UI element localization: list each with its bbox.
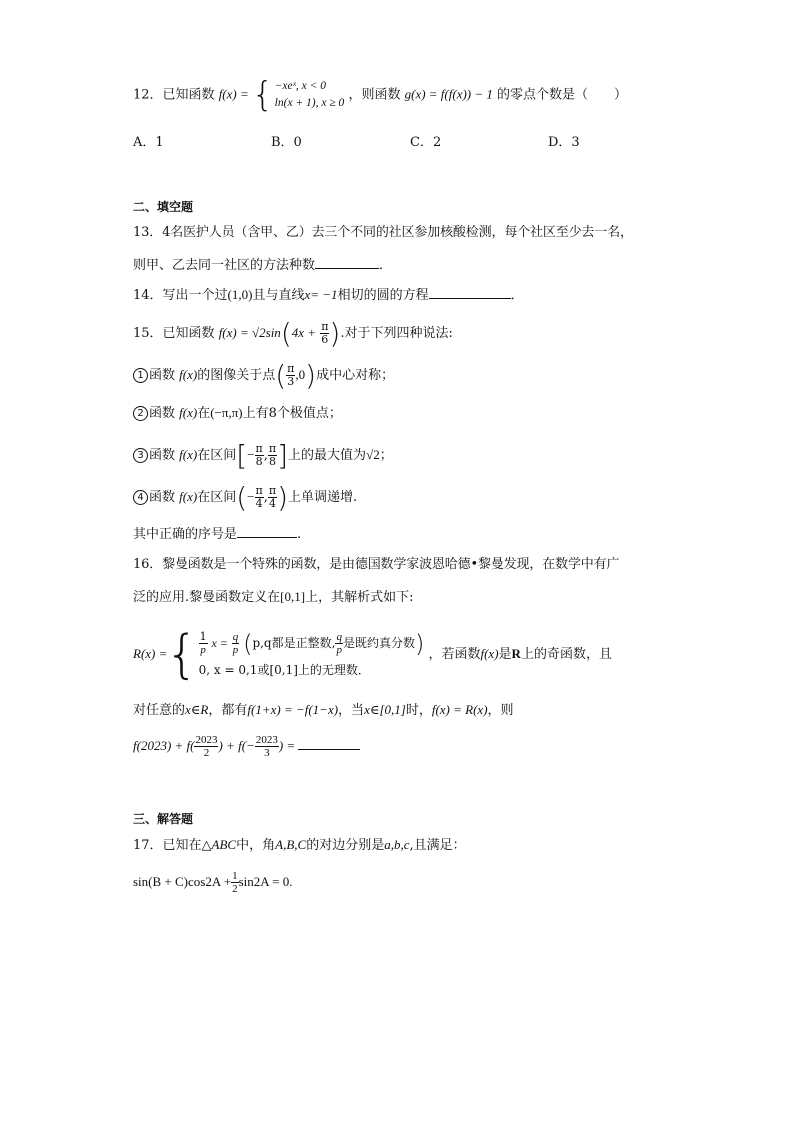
q16-after-mid: 是	[498, 647, 512, 662]
s1-pre: 函数	[149, 368, 176, 383]
q16-frac-q-2: q	[336, 631, 342, 644]
q16-frac-p: p	[232, 644, 239, 657]
q15-paren-left: (	[280, 316, 292, 350]
q16-after-R: R	[511, 646, 521, 661]
s1-mid: 的图像关于点	[197, 368, 276, 383]
q17-sides: a,b,c	[384, 837, 410, 852]
s4-paren-right: )	[277, 480, 289, 514]
s4-frac-2-num: π	[268, 484, 277, 497]
q13-line-2-text: 则甲、乙去同一社区的方法种数	[133, 258, 316, 273]
q17-eq-a: sin(B + C)cos2A +	[133, 874, 232, 889]
q12-function-f: f(x) =	[218, 86, 249, 102]
statement-number-1: 1	[133, 368, 148, 383]
q17-angles: A,B,C	[275, 837, 307, 852]
q12-label: 12．已知函数	[133, 87, 215, 103]
q15-arg: 4x +	[291, 325, 317, 340]
q16-expr-c: ) =	[278, 738, 296, 753]
s1-post: 成中心对称；	[316, 368, 395, 383]
q17-pre: 17．已知在	[133, 838, 202, 853]
s3-frac-1	[255, 443, 264, 468]
question-14	[133, 286, 524, 305]
s4-mid: 在区间	[197, 490, 237, 505]
q14-pre: 14．写出一个过	[133, 288, 228, 303]
q12-tail: 的零点个数是（ ）	[497, 87, 628, 103]
q16-after-pre: ，若函数	[428, 647, 481, 662]
s4-frac-2-den: 4	[268, 497, 276, 510]
q16-frac-p-2: p	[336, 644, 342, 657]
q12-case-1: −xeˣ, x < 0	[274, 80, 327, 92]
s3-pre: 函数	[149, 448, 176, 463]
q16-domain: [0,1]	[280, 589, 306, 604]
q16-cond: p,q都是正整数,	[252, 636, 336, 651]
s1-fx: f(x)	[179, 367, 198, 382]
s3-end: ；	[379, 448, 393, 463]
q15-paren-right: )	[329, 316, 341, 350]
q15-pre: 15．已知函数	[133, 326, 215, 341]
s3-mid: 在区间	[197, 448, 237, 463]
q16-paren-right: )	[414, 629, 425, 658]
q16-cond-post: 是既约真分数	[342, 636, 415, 651]
q16-frac-q-over-p-2	[335, 631, 343, 656]
s1-paren-right: )	[305, 358, 317, 392]
q15-statement-4: 4 函数 f(x)在区间(− $\frac{\pi}{4}$ , $\frac{\pi}{4}$ )上单调递增.	[133, 480, 357, 514]
q17-mid2: 的对边分别是	[306, 838, 385, 853]
q12-mid: ，则函数	[348, 87, 401, 103]
s1-frac-num: π	[287, 362, 295, 375]
s2-post: 上有8个极值点；	[242, 406, 342, 421]
q16-frac-num: 1	[199, 630, 207, 644]
s1-frac-den: 3	[287, 375, 295, 388]
q12-option-b: B．0	[271, 135, 302, 150]
q16-x-eq: x =	[211, 636, 228, 651]
q17-eq-b: sin2A = 0.	[238, 874, 293, 889]
q16-expr-frac-2	[255, 734, 279, 759]
q16-after-post: 上的奇函数，且	[520, 647, 612, 662]
q16-line-2-pre: 泛的应用.黎曼函数定义在	[133, 590, 281, 605]
q16-l4-x: x∈R	[185, 702, 209, 717]
q15-function: f(x) = √2sin	[218, 325, 281, 340]
q16-l4-when: ，当	[338, 703, 365, 718]
s3-fx: f(x)	[179, 447, 198, 462]
s2-pre: 函数	[149, 406, 176, 421]
section-2-heading: 二、填空题	[133, 200, 194, 214]
q16-line-1: 16．黎曼函数是一个特殊的函数，是由德国数学家波恩哈德•黎曼发现，在数学中有广	[133, 557, 620, 572]
q14-answer-blank	[429, 286, 511, 299]
q17-post: ,且满足：	[409, 838, 466, 853]
s1-tail: ,0	[295, 367, 306, 382]
statement-number-2: 2	[133, 406, 148, 421]
s3-frac-2	[268, 443, 277, 468]
q16-frac-q: q	[232, 631, 239, 644]
q15-post: .对于下列四种说法:	[340, 326, 453, 341]
q15-statement-3: 3 函数 f(x)在区间[− $\frac{\pi}{8}$ , $\frac{\pi}{8}$ ]上的最大值为√2；	[133, 438, 393, 472]
q15-statement-1	[133, 358, 394, 392]
q15-answer	[133, 525, 301, 544]
q15-answer-end: .	[297, 527, 302, 542]
q12-function-g: g(x) = f(f(x)) − 1	[404, 86, 493, 102]
s2-fx: f(x)	[179, 405, 198, 420]
q16-l4-eq: f(1+x) = −f(1−x)	[247, 702, 339, 717]
s3-frac-2-num: π	[268, 442, 277, 455]
question-17	[133, 836, 466, 855]
s3-frac-1-den: 8	[255, 455, 263, 468]
q16-l4-time: 时，	[405, 703, 432, 718]
q16-case-1	[199, 628, 425, 659]
s4-frac-1-num: π	[255, 484, 263, 497]
q16-frac-den: p	[200, 644, 206, 657]
s4-frac-2	[268, 485, 277, 510]
q15-frac-num: π	[321, 320, 329, 333]
q16-expression	[133, 728, 360, 764]
q16-l4-pre: 对任意的	[133, 703, 186, 718]
q16-expr-frac-2-num: 2023	[255, 734, 278, 746]
s4-post: 上单调递增.	[288, 490, 358, 505]
q15-pi-over-6	[320, 321, 329, 346]
q16-l4-mid: ，都有	[208, 703, 248, 718]
q16-expr-frac-1-num: 2023	[195, 734, 218, 746]
q16-expr-frac-2-den: 3	[264, 747, 270, 759]
q16-expr-frac-1-den: 2	[203, 747, 210, 759]
q14-post: 相切的圆的方程	[337, 288, 429, 303]
q16-cases	[199, 628, 425, 681]
s3-value: √2	[366, 447, 380, 462]
q15-statement-2	[133, 404, 342, 423]
q15-frac-den: 6	[321, 333, 329, 346]
q16-expr-a: f(2023) + f(	[133, 738, 195, 753]
s3-bracket-right: ]	[277, 438, 289, 472]
statement-number-4: 4	[133, 490, 148, 505]
q16-l4-eq2: f(x) = R(x)	[431, 702, 488, 717]
q14-line-eq: x= −1	[304, 287, 338, 302]
s4-frac-1-den: 4	[255, 497, 263, 510]
s2-mid: 在	[197, 406, 211, 421]
s3-frac-1-num: π	[255, 442, 263, 455]
q12-case-2: ln(x + 1), x ≥ 0	[274, 97, 345, 109]
s1-frac	[286, 363, 295, 388]
q14-end: ．	[510, 288, 524, 303]
q16-expr-b: ) + f(−	[218, 738, 255, 753]
q17-triangle: △ABC	[201, 837, 237, 852]
q12-cases	[275, 78, 345, 112]
q13-line-1: 13．4名医护人员（含甲、乙）去三个不同的社区参加核酸检测，每个社区至少去一名，	[133, 225, 633, 240]
section-3-heading: 三、解答题	[133, 812, 194, 826]
q17-eq-frac	[231, 870, 239, 895]
q12-option-c: C．2	[410, 135, 442, 150]
q16-answer-blank	[298, 737, 360, 750]
q13-end: ．	[379, 258, 393, 273]
s3-bracket-left: [	[236, 438, 248, 472]
q12-option-d: D．3	[548, 135, 580, 150]
q16-brace: {	[165, 624, 199, 685]
q16-riemann-definition	[133, 622, 612, 686]
s3-frac-2-den: 8	[268, 455, 276, 468]
q16-paren-left: (	[243, 629, 253, 658]
question-15	[133, 316, 453, 350]
s1-paren-left: (	[275, 358, 287, 392]
s3-minus: −	[247, 447, 255, 462]
q16-after-fx: f(x)	[480, 646, 499, 661]
q15-answer-blank	[237, 525, 297, 538]
q13-line-2	[133, 256, 392, 275]
s4-pre: 函数	[149, 490, 176, 505]
q14-mid: 且与直线	[252, 288, 305, 303]
q16-line-2	[133, 588, 413, 607]
q16-frac-q-over-p	[232, 631, 240, 656]
s2-interval: (−π,π)	[210, 405, 243, 420]
q17-eq-frac-den: 2	[232, 883, 238, 895]
q12-brace: {	[251, 75, 274, 115]
s4-minus: −	[247, 489, 255, 504]
q16-R: R(x) =	[133, 646, 168, 661]
q16-case-2: 0, x = 0,1或[0,1]上的无理数．	[198, 662, 370, 677]
q15-answer-text: 其中正确的序号是	[133, 527, 238, 542]
q13-answer-blank	[315, 256, 379, 269]
q17-equation	[133, 864, 293, 900]
q17-eq-frac-num: 1	[232, 870, 238, 882]
q17-mid: 中，角	[236, 838, 276, 853]
q16-line-2-post: 上，其解析式如下:	[305, 590, 414, 605]
q16-line-4	[133, 701, 514, 720]
q16-frac-1-over-p	[199, 631, 208, 656]
question-12	[133, 75, 628, 115]
s4-fx: f(x)	[179, 489, 198, 504]
q16-l4-then: ，则	[487, 703, 514, 718]
q16-expr-frac-1	[194, 734, 218, 759]
statement-number-3: 3	[133, 448, 148, 463]
s4-frac-1	[255, 485, 264, 510]
q14-point: (1,0)	[227, 287, 253, 302]
s4-paren-left: (	[236, 480, 248, 514]
s3-post: 上的最大值为	[288, 448, 367, 463]
q16-l4-cond: x∈[0,1]	[364, 702, 406, 717]
q12-option-a: A．1	[133, 135, 164, 150]
